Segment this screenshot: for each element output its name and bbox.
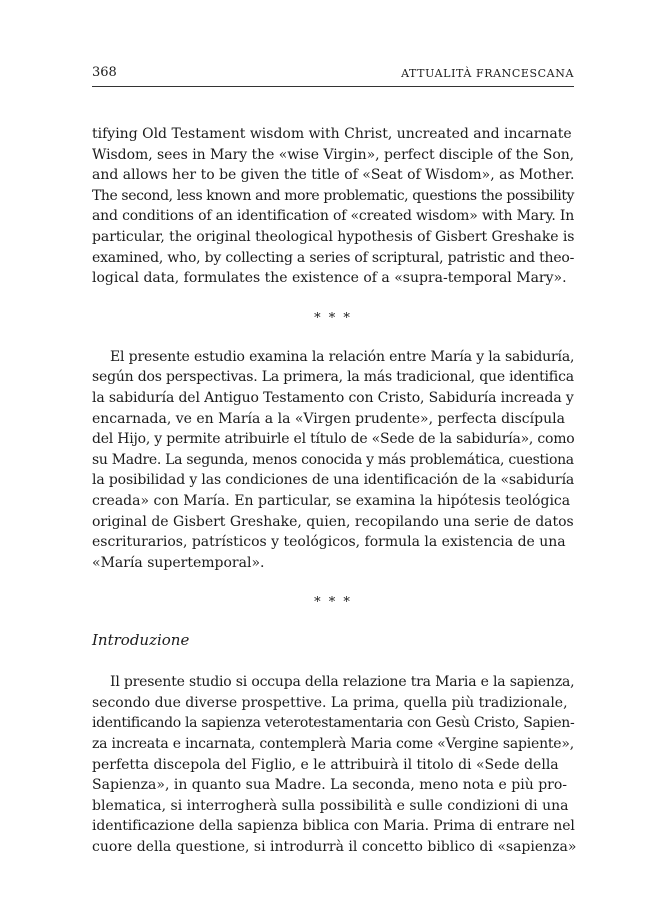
text-line: examined, who, by collecting a series of scriptural, patristic and theo-: [92, 249, 575, 266]
text-line: and conditions of an identification of «created wisdom» with Mary. In: [92, 208, 575, 225]
text-line: su Madre. La segunda, menos conocida y más problemática, cuestiona: [92, 451, 574, 468]
text-line: la posibilidad y las condiciones de una identificación de la «sabiduría: [92, 472, 575, 489]
page-header: [92, 64, 574, 87]
text-line: escriturarios, patrísticos y teológicos, formula la existencia de una: [92, 534, 566, 551]
abstract-spanish: [92, 347, 574, 574]
text-line: Wisdom, sees in Mary the «wise Virgin», perfect disciple of the Son,: [92, 146, 575, 163]
text-line: The second, less known and more problematic, questions the possibility: [92, 187, 575, 204]
text-line: blematica, si interrogherà sulla possibilità e sulle condizioni di una: [92, 797, 569, 814]
text-line: secondo due diverse prospettive. La prima, quella più tradizionale,: [92, 694, 568, 711]
text-line: del Hijo, y permite atribuirle el título de «Sede de la sabiduría», como: [92, 431, 575, 448]
text-line: encarnada, ve en María a la «Virgen prudente», perfecta discípula: [92, 410, 565, 427]
text-line: «María supertemporal».: [92, 554, 265, 571]
text-line: identificando la sapienza veterotestamentaria con Gesù Cristo, Sapien-: [92, 715, 575, 732]
text-line: según dos perspectivas. La primera, la más tradicional, que identifica: [92, 369, 574, 386]
abstract-english: [92, 124, 574, 289]
text-line: la sabiduría del Antiguo Testamento con Cristo, Sabiduría increada y: [92, 389, 574, 406]
text-line: logical data, formulates the existence of a «supra-temporal Mary».: [92, 270, 567, 287]
section-separator: * * *: [314, 310, 352, 326]
text-line: perfetta discepola del Figlio, e le attribuirà il titolo di «Sede della: [92, 756, 559, 773]
text-line: particular, the original theological hypothesis of Gisbert Greshake is: [92, 228, 575, 245]
page-number: 368: [92, 65, 117, 80]
text-line: identificazione della sapienza biblica con Maria. Prima di entrare nel: [92, 818, 575, 835]
text-line: creada» con María. En particular, se examina la hipótesis teológica: [92, 492, 571, 509]
text-line: tifying Old Testament wisdom with Christ, uncreated and incarnate: [92, 126, 572, 142]
text-line: original de Gisbert Greshake, quien, recopilando una serie de datos: [92, 513, 574, 530]
text-line: Il presente studio si occupa della relazione tra Maria e la sapienza,: [110, 674, 575, 691]
page-body: [92, 124, 577, 858]
section-title: Introduzione: [92, 631, 190, 650]
text-line: Sapienza», in quanto sua Madre. La seconda, meno nota e più pro-: [92, 777, 568, 794]
text-line: El presente estudio examina la relación entre María y la sabiduría,: [110, 348, 575, 365]
section-separator: * * *: [314, 595, 352, 611]
text-line: za increata e incarnata, contemplerà Maria come «Vergine sapiente»,: [92, 736, 574, 753]
text-line: cuore della questione, si introdurrà il concetto biblico di «sapienza»: [92, 839, 577, 856]
text-line: and allows her to be given the title of «Seat of Wisdom», as Mother.: [92, 167, 575, 184]
running-head: ATTUALITÀ FRANCESCANA: [401, 67, 574, 80]
introduction-text: [92, 672, 577, 857]
